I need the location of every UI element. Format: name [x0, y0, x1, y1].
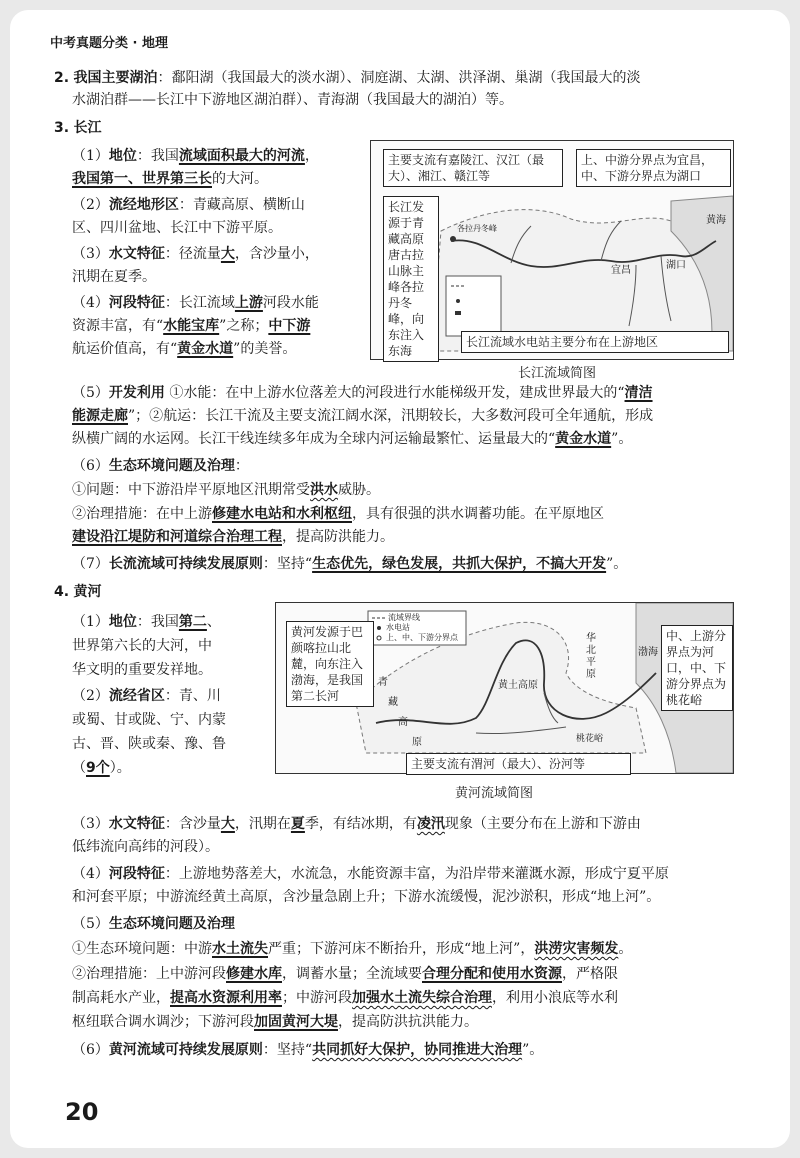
sec3-p1-line1 — [72, 146, 319, 166]
sec3-p3-text: ：径流量 — [164, 246, 221, 262]
yangtze-caption: 长江流域简图 — [518, 366, 597, 381]
sec4-p1-key: 第二 — [178, 614, 207, 630]
sec4-p2-line2: 或蜀、甘或陇、宁、内蒙 — [72, 712, 226, 728]
sec3-p2-line2: 区、四川盆地、长江中下游平原。 — [72, 220, 282, 236]
sec3-p6-text4: ，具有很强的洪水调蓄功能。在平原地区 — [352, 506, 604, 522]
sec4-p2-paren-close: ）。 — [109, 760, 131, 776]
sec4-p5-key4: 合理分配和使用水资源 — [422, 966, 562, 982]
sec4-p1-line3: 华文明的重要发祥地。 — [72, 662, 212, 678]
yellow-river-caption: 黄河流域简图 — [455, 786, 534, 801]
sec3-p5-line1 — [72, 383, 653, 403]
sec4-p5-end: 。 — [618, 941, 633, 957]
sec4-p1-comma: 、 — [206, 614, 221, 630]
sec4-p1-label: 地位 — [108, 614, 137, 630]
sec4-p5-text7: ；中游河段 — [282, 990, 352, 1006]
sec3-p2-line1 — [72, 195, 305, 215]
sec3-p6-key2: 修建水电站和水利枢纽 — [212, 506, 352, 522]
sec4-p3-line1 — [72, 814, 641, 834]
sec3-p3-key: 大 — [220, 246, 235, 262]
sec4-p3-key3: 凌汛 — [416, 816, 445, 832]
yangtze-tributaries-box: 主要支流有嘉陵江、汉江（最大）、湘江、赣江等 — [383, 149, 563, 187]
sec2-title: 我国主要湖泊 — [73, 70, 158, 86]
sec2-text1: ：鄱阳湖（我国最大的淡水湖）、洞庭湖、太湖、洪泽湖、巢湖（我国最大的淡 — [157, 70, 641, 86]
sec3-p6-text2: 威胁。 — [338, 482, 380, 498]
legend-hydropower: 水电站 — [386, 623, 410, 632]
sec3-p6-index: （6） — [72, 458, 109, 474]
sec4-p2-index: （2） — [72, 688, 109, 704]
sec3-p6-key3: 建设沿江堤防和河道综合治理工程 — [72, 529, 282, 545]
sec4-number: 4. — [54, 584, 70, 600]
sec3-p5-label: 开发利用 — [108, 385, 165, 401]
sec4-p6-end: ”。 — [522, 1042, 544, 1058]
sec4-p2-paren-open: （ — [72, 760, 86, 776]
sec3-p6-line2 — [72, 504, 604, 524]
sec3-p4-key1: 上游 — [234, 295, 263, 311]
sec3-p3-label: 水文特征 — [108, 246, 165, 262]
sec4-p5-key3: 修建水库 — [226, 966, 282, 982]
sec3-p7-text: ：坚持“ — [262, 556, 313, 572]
sec4-p5-line4 — [72, 1012, 478, 1032]
sec3-p4-key4: 黄金水道 — [177, 341, 234, 357]
sec3-p5-line3 — [72, 429, 632, 449]
yellow-source-box: 黄河发源于巴颜喀拉山北麓，向东注入渤海，是我国第二长河 — [286, 621, 374, 707]
sec4-p3-text3: 季，有结冰期，有 — [304, 816, 417, 832]
label-yuan: 原 — [412, 737, 422, 748]
sec2-line1 — [54, 68, 641, 88]
sec3-p6-text3: ②治理措施：在中上游 — [72, 506, 212, 522]
sec3-p5-index: （5） — [72, 385, 109, 401]
sec3-p1-comma: ， — [304, 148, 319, 164]
sec3-p5-text: ①水能：在中上游水位落差大的河段进行水能梯级开发，建成世界最大的“ — [169, 385, 625, 401]
sec3-p5-key2: 能源走廊 — [72, 408, 128, 424]
sec4-p5-text8: ，利用小浪底等水利 — [492, 990, 618, 1006]
sec3-p1-index: （1） — [72, 148, 109, 164]
sec4-title: 黄河 — [73, 584, 102, 600]
sec3-p5-key3: 黄金水道 — [555, 431, 612, 447]
sec4-p3-index: （3） — [72, 816, 109, 832]
sec4-p1-line1 — [72, 612, 221, 632]
sec4-p4-line2: 和河套平原；中游流经黄土高原，含沙量急剧上升；下游水流缓慢，泥沙淤积，形成“地上河”。 — [72, 889, 661, 905]
sec4-p5-heading — [72, 914, 235, 934]
yellow-river-map — [275, 602, 734, 774]
sec3-p2-index: （2） — [72, 197, 109, 213]
sec3-p6-key1: 洪水 — [310, 482, 338, 498]
sec4-p5-key1: 水土流失 — [212, 941, 268, 957]
sec4-p5-line1 — [72, 939, 632, 959]
legend-basin-boundary: 流域界线 — [388, 613, 420, 622]
sec4-p4-label: 河段特征 — [108, 866, 165, 882]
sec4-p3-key2: 夏 — [290, 816, 305, 832]
sec3-p4-index: （4） — [72, 295, 109, 311]
sec4-p5-label: 生态环境问题及治理 — [108, 916, 235, 932]
sec3-p4-label: 河段特征 — [108, 295, 165, 311]
sec4-p3-key1: 大 — [220, 816, 235, 832]
label-taohuayu: 桃花峪 — [576, 734, 604, 744]
sec4-p5-index: （5） — [72, 916, 109, 932]
sec4-p5-text10: ，提高防洪抗洪能力。 — [338, 1014, 478, 1030]
sec4-p6-index: （6） — [72, 1042, 109, 1058]
sec3-p1-text2: 的大河。 — [212, 171, 268, 187]
label-loess-plateau: 黄土高原 — [498, 680, 538, 691]
sec3-p6-line1 — [72, 480, 380, 500]
sec3-p7 — [72, 554, 627, 574]
sec4-p4-line1 — [72, 864, 669, 884]
sec3-p2-label: 流经地形区 — [108, 197, 179, 213]
sec4-p5-line2 — [72, 964, 618, 984]
label-north-china-plain: 华北平原 — [586, 633, 596, 680]
sec4-p2-label: 流经省区 — [108, 688, 165, 704]
yangtze-map — [370, 140, 734, 360]
yangtze-hydro-box: 长江流域水电站主要分布在上游地区 — [461, 331, 729, 353]
sec3-p7-end: ”。 — [606, 556, 628, 572]
sec3-p6-text5: ，提高防洪能力。 — [282, 529, 394, 545]
sec3-p1-label: 地位 — [108, 148, 137, 164]
sec2-line2: 水湖泊群——长江中下游地区湖泊群）、青海湖（我国最大的湖泊）等。 — [72, 92, 513, 108]
label-yichang: 宜昌 — [611, 265, 631, 276]
sec4-p5-text5: ，严格限 — [562, 966, 618, 982]
sec4-p1-text: ：我国 — [136, 614, 179, 630]
sec4-p5-key7: 加固黄河大堤 — [254, 1014, 338, 1030]
sec4-p6-key: 共同抓好大保护，协同推进大治理 — [312, 1042, 523, 1058]
sec4-p1-line2: 世界第六长的大河，中 — [72, 638, 212, 654]
sec3-p6-label: 生态环境问题及治理 — [108, 458, 235, 474]
sec3-p1-key2: 我国第一、世界第三长 — [72, 171, 212, 187]
sec3-p4-text: ：长江流域 — [164, 295, 235, 311]
sec4-p1-index: （1） — [72, 614, 109, 630]
label-source-peak: 各拉丹冬峰 — [457, 224, 497, 233]
sec4-p2-line3: 古、晋、陕或秦、豫、鲁 — [72, 736, 226, 752]
sec4-p2-text: ：青、川 — [164, 688, 221, 704]
label-gao: 高 — [398, 717, 408, 728]
sec3-p3-text2: ，含沙量小， — [234, 246, 319, 262]
sec4-p3-text4: 现象（主要分布在上游和下游由 — [444, 816, 641, 832]
sec4-p6-text: ：坚持“ — [262, 1042, 313, 1058]
sec3-p6-line3 — [72, 527, 394, 547]
sec3-p1-line2 — [72, 169, 268, 189]
sec3-p5-text4: ”。 — [611, 431, 633, 447]
label-hukou: 湖口 — [666, 260, 686, 271]
sec3-p4-line1 — [72, 293, 319, 313]
sec3-p4-text6: ”的美誉。 — [233, 341, 297, 357]
sec4-p5-text4: ，调蓄水量；全流域要 — [282, 966, 422, 982]
label-qing: 青 — [378, 677, 388, 688]
sec4-p2-key: 9个 — [86, 760, 110, 776]
label-bohai: 渤海 — [638, 647, 658, 658]
yellow-division-box: 中、上游分界点为河口，中、下游分界点为桃花峪 — [661, 625, 733, 711]
sec4-p5-key2: 洪涝灾害频发 — [534, 941, 619, 957]
sec3-p5-text3: 纵横广阔的水运网。长江干线连续多年成为全球内河运输最繁忙、运量最大的“ — [72, 431, 556, 447]
sec3-p6-colon: ： — [234, 458, 249, 474]
sec3-p5-key1: 清洁 — [624, 385, 653, 401]
label-yellow-sea: 黄海 — [706, 215, 726, 226]
sec3-p6-heading — [72, 456, 249, 476]
sec3-p6-text: ①问题：中下游沿岸平原地区汛期常受 — [72, 482, 310, 498]
sec4-p5-text6: 制高耗水产业， — [72, 990, 170, 1006]
sec3-p1-text: ：我国 — [136, 148, 179, 164]
sec3-p7-index: （7） — [72, 556, 109, 572]
sec3-number: 3. — [54, 120, 70, 136]
sec4-p5-text2: 严重；下游河床不断抬升，形成“地上河”， — [268, 941, 535, 957]
sec4-p3-text: ：含沙量 — [164, 816, 221, 832]
yellow-tributaries-box: 主要支流有渭河（最大）、汾河等 — [406, 753, 631, 775]
sec4-p5-text3: ②治理措施：上中游河段 — [72, 966, 226, 982]
sec3-p7-label: 长流流域可持续发展原则 — [108, 556, 263, 572]
sec3-p4-text3: 资源丰富，有“ — [72, 318, 164, 334]
sec4-p5-line3 — [72, 988, 618, 1008]
sec4-p5-key5: 提高水资源利用率 — [170, 990, 282, 1006]
sec4-p5-key6: 加强水土流失综合治理 — [352, 990, 492, 1006]
sec3-heading — [54, 118, 102, 138]
page — [10, 10, 790, 1148]
sec3-p4-text4: ”之称； — [219, 318, 269, 334]
sec3-p3-line1 — [72, 244, 319, 264]
sec4-p6 — [72, 1040, 543, 1060]
page-number: 20 — [65, 1098, 99, 1126]
sec4-p5-text9: 枢纽联合调水调沙；下游河段 — [72, 1014, 254, 1030]
label-zang: 藏 — [388, 697, 398, 708]
sec3-p5-line2 — [72, 406, 653, 426]
sec3-title: 长江 — [73, 120, 102, 136]
sec3-p7-key: 生态优先，绿色发展，共抓大保护，不搞大开发 — [312, 556, 607, 572]
sec3-p4-text5: 航运价值高，有“ — [72, 341, 178, 357]
sec3-p4-line2 — [72, 316, 310, 336]
sec3-p4-key3: 中下游 — [268, 318, 311, 334]
sec3-p1-key1: 流域面积最大的河流 — [178, 148, 305, 164]
sec2-number: 2. — [54, 70, 70, 86]
sec4-p2-line1 — [72, 686, 221, 706]
sec3-p4-line3 — [72, 339, 296, 359]
sec4-p3-label: 水文特征 — [108, 816, 165, 832]
sec4-p3-text2: ，汛期在 — [234, 816, 291, 832]
sec3-p2-text: ：青藏高原、横断山 — [178, 197, 305, 213]
yangtze-division-box: 上、中游分界点为宜昌，中、下游分界点为湖口 — [576, 149, 731, 187]
sec4-p2-line4 — [72, 758, 131, 778]
sec4-p5-text: ①生态环境问题：中游 — [72, 941, 212, 957]
sec4-heading — [54, 582, 102, 602]
yangtze-source-box: 长江发源于青藏高原唐古拉山脉主峰各拉丹冬峰，向东注入东海 — [383, 196, 439, 362]
sec3-p4-key2: 水能宝库 — [163, 318, 220, 334]
sec3-p4-text2: 河段水能 — [262, 295, 319, 311]
sec3-p5-text2: ”；②航运：长江干流及主要支流江阔水深，汛期较长，大多数河段可全年通航，形成 — [128, 408, 654, 424]
sec3-p3-index: （3） — [72, 246, 109, 262]
page-header: 中考真题分类 · 地理 — [50, 36, 168, 51]
sec4-p4-text: ：上游地势落差大，水流急，水能资源丰富，为沿岸带来灌溉水源，形成宁夏平原 — [164, 866, 669, 882]
sec4-p4-index: （4） — [72, 866, 109, 882]
sec4-p3-line2: 低纬流向高纬的河段）。 — [72, 839, 219, 855]
legend-division-point: 上、中、下游分界点 — [386, 633, 458, 642]
sec3-p3-line2: 汛期在夏季。 — [72, 269, 156, 285]
sec4-p6-label: 黄河流域可持续发展原则 — [108, 1042, 263, 1058]
